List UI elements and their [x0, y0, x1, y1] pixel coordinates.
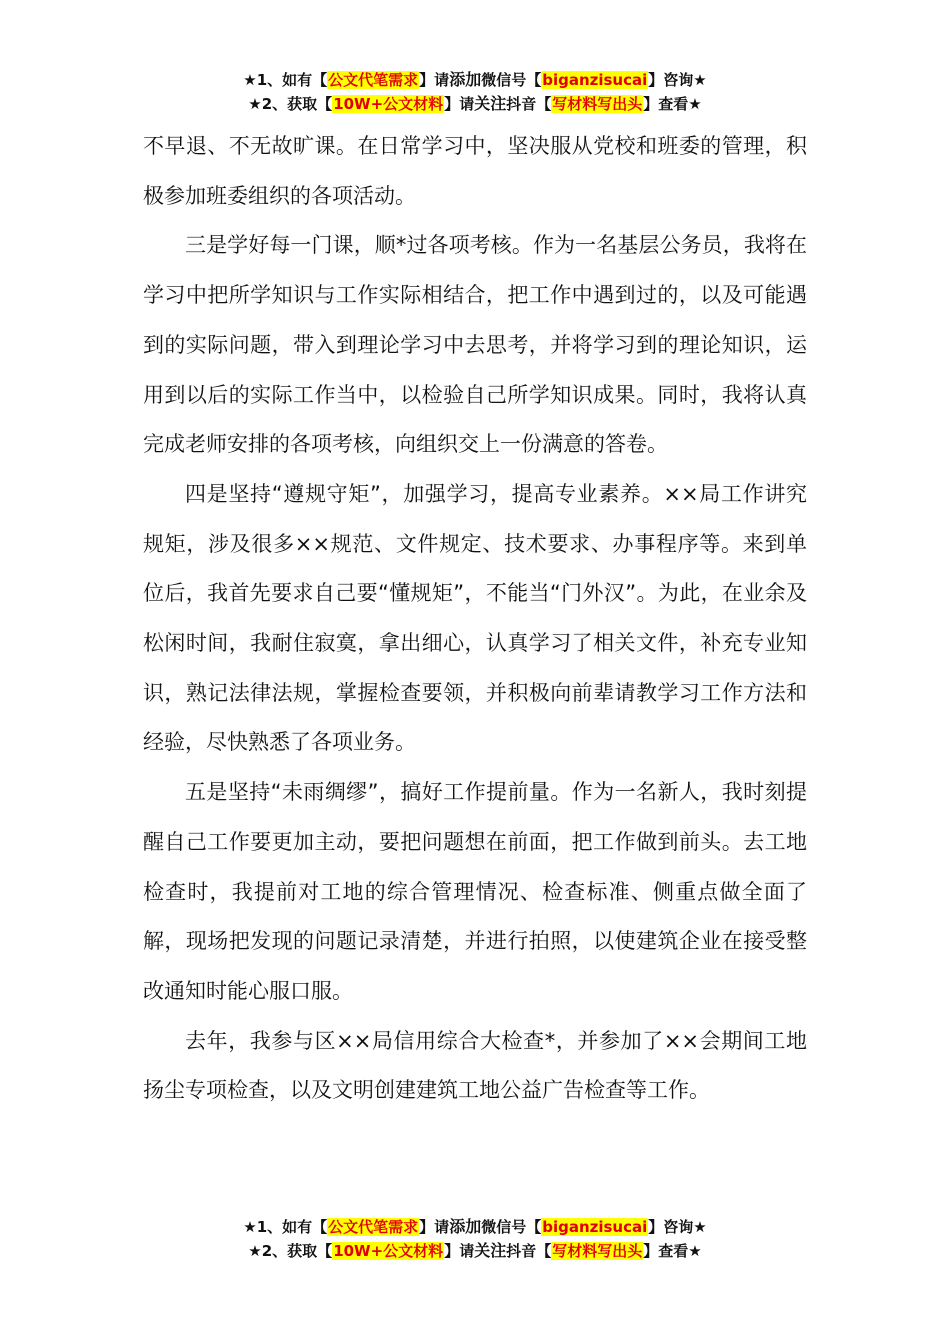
- banner-text: 】请: [419, 1218, 450, 1236]
- banner-line-1: [0, 1215, 950, 1239]
- highlight-tag: 写材料写出头: [552, 95, 643, 113]
- footer-banner: [0, 1215, 950, 1263]
- banner-text: 】请: [444, 95, 475, 113]
- paragraph: 四是坚持“遵规守矩”，加强学习，提高专业素养。××局工作讲究规矩，涉及很多××规范、文件规定、技术要求、办事程序等。来到单位后，我首先要求自己要“懂规矩”，不能当“门外汉”。为此，在业余及松闲时间，我耐住寂寞，拿出细心，认真学习了相关文件，补充专业知识，熟记法律法规，掌握检查要领，并积极向前辈请教学习工作方法和经验，尽快熟悉了各项业务。: [143, 481, 807, 755]
- emphasis-text: 添加: [449, 70, 482, 89]
- highlight-tag: 公文代笔需求: [328, 71, 419, 89]
- banner-text: 】请: [419, 71, 450, 89]
- banner-text: ★1、如有【: [243, 71, 328, 89]
- banner-text: 】请: [444, 1242, 475, 1260]
- banner-text: ★2、获取【: [248, 1242, 333, 1260]
- paragraph: 不早退、不无故旷课。在日常学习中，坚决服从党校和班委的管理，积极参加班委组织的各项活动。: [143, 134, 807, 208]
- header-banner: [0, 68, 950, 116]
- banner-text: 抖音【: [506, 1242, 552, 1260]
- highlight-tag: 10W+公文材料: [333, 1242, 444, 1260]
- banner-text: 抖音【: [506, 95, 552, 113]
- highlight-tag: biganzisucai: [542, 1218, 648, 1236]
- banner-text: 微信号【: [481, 71, 542, 89]
- banner-text: 微信号【: [481, 1218, 542, 1236]
- banner-line-1: [0, 68, 950, 92]
- highlight-tag: 写材料写出头: [552, 1242, 643, 1260]
- banner-text: ★2、获取【: [248, 95, 333, 113]
- banner-text: ★1、如有【: [243, 1218, 328, 1236]
- emphasis-text: 关注: [474, 94, 507, 113]
- paragraph: 五是坚持“未雨绸缪”，搞好工作提前量。作为一名新人，我时刻提醒自己工作要更加主动，要把问题想在前面，把工作做到前头。去工地检查时，我提前对工地的综合管理情况、检查标准、侧重点做全面了解，现场把发现的问题记录清楚，并进行拍照，以使建筑企业在接受整改通知时能心服口服。: [143, 780, 807, 1003]
- banner-text: 】咨询★: [648, 1218, 707, 1236]
- document-body: [143, 122, 807, 1116]
- banner-line-2: [0, 92, 950, 116]
- emphasis-text: 添加: [449, 1217, 482, 1236]
- highlight-tag: 公文代笔需求: [328, 1218, 419, 1236]
- highlight-tag: biganzisucai: [542, 71, 648, 89]
- banner-text: 】查看★: [643, 95, 702, 113]
- emphasis-text: 关注: [474, 1241, 507, 1260]
- paragraph: 去年，我参与区××局信用综合大检查*，并参加了××会期间工地扬尘专项检查，以及文明创建建筑工地公益广告检查等工作。: [143, 1028, 807, 1103]
- banner-text: 】咨询★: [648, 71, 707, 89]
- banner-text: 】查看★: [643, 1242, 702, 1260]
- banner-line-2: [0, 1239, 950, 1263]
- paragraph: 三是学好每一门课，顺*过各项考核。作为一名基层公务员，我将在学习中把所学知识与工作实际相结合，把工作中遇到过的，以及可能遇到的实际问题，带入到理论学习中去思考，并将学习到的理论知识，运用到以后的实际工作当中，以检验自己所学知识成果。同时，我将认真完成老师安排的各项考核，向组织交上一份满意的答卷。: [143, 233, 807, 457]
- highlight-tag: 10W+公文材料: [333, 95, 444, 113]
